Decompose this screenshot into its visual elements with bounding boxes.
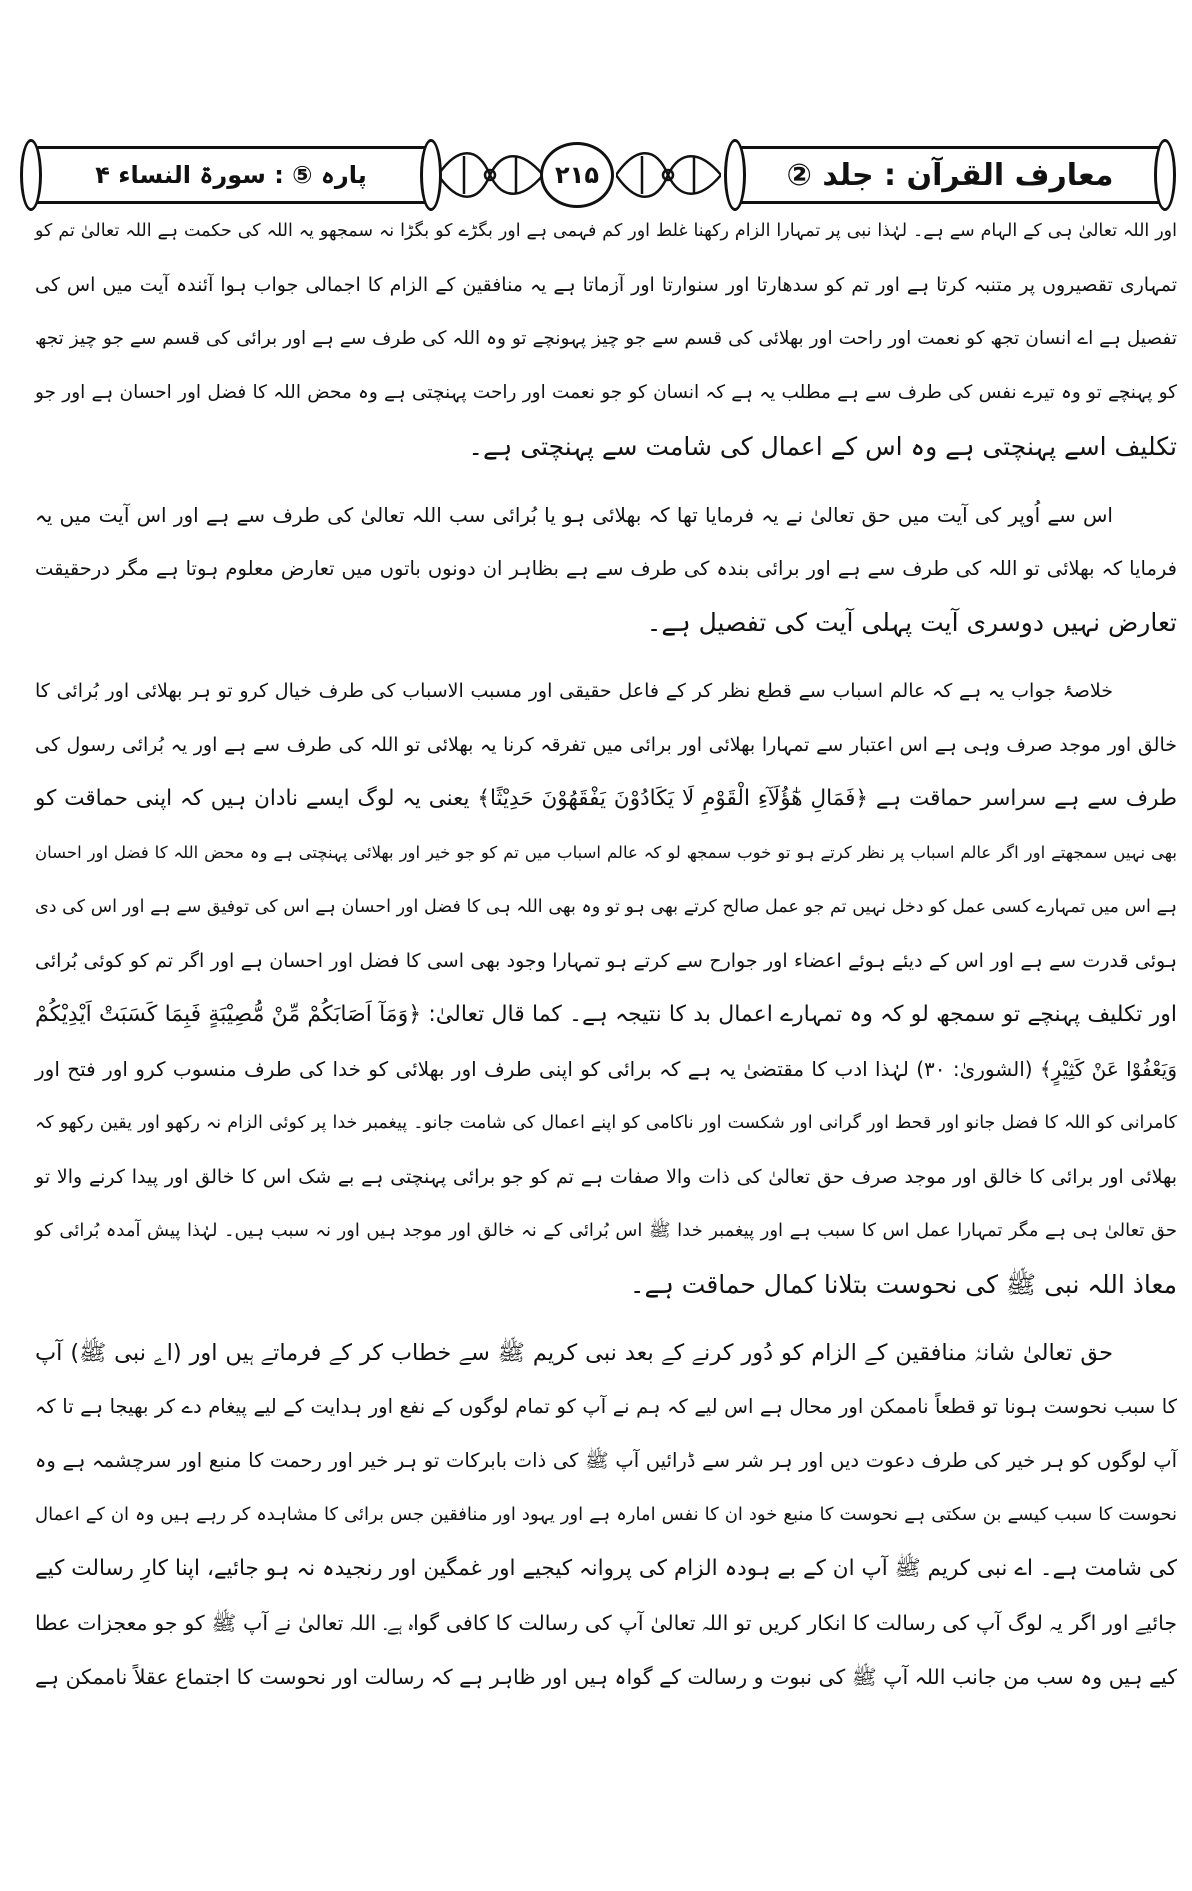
page-number: ۲۱۵ xyxy=(555,161,599,189)
header-section-frame xyxy=(36,146,426,204)
text-line: آپ لوگوں کو ہر خیر کی طرف دعوت دیں اور ہر شر سے ڈرائیں آپ ﷺ کی ذات بابرکات تو ہر خیر اور رحمت کا منبع اور سرچشمہ ہے وہ xyxy=(35,1449,1177,1472)
paragraph xyxy=(35,488,1177,650)
text-line: بھلائی اور برائی کا خالق اور موجد صرف حق تعالیٰ کی ذات والا صفات ہے تم کو جو برائی پہنچتی ہے بے شک اس کا خالق اور پیدا کرنے والا تو xyxy=(35,1166,1177,1188)
page-number-medallion xyxy=(540,142,614,208)
text-line: تمہاری تقصیروں پر متنبہ کرتا ہے اور تم کو سدھارتا اور سنوارتا اور آزماتا ہے یہ منافقین کے الزام کا اجمالی جواب ہوا آئندہ آیت میں اس کی xyxy=(35,274,1177,296)
book-title: معارف القرآن : جلد ② xyxy=(786,157,1114,193)
header-ornament-left xyxy=(438,146,543,204)
text-line: بھی نہیں سمجھتے اور اگر عالم اسباب پر نظر کرتے ہو تو خوب سمجھ لو کہ عالم اسباب میں تم کو جو خیر اور بھلائی پہنچتی ہے وہ محض اللہ کا فضل اور احسان xyxy=(35,843,1177,862)
text-line: حق تعالیٰ شانہٗ منافقین کے الزام کو دُور کرنے کے بعد نبی کریم ﷺ سے خطاب کر کے فرماتے ہیں اور (اے نبی ﷺ) آپ xyxy=(35,1340,1113,1366)
text-line: خلاصۂ جواب یہ ہے کہ عالم اسباب سے قطع نظر کر کے فاعل حقیقی اور مسبب الاسباب کی طرف خیال کرو تو ہر بھلائی اور بُرائی کا xyxy=(35,680,1113,702)
text-line: اور تکلیف پہنچے تو سمجھ لو کہ وہ تمہارے اعمال بد کا نتیجہ ہے۔ کما قال تعالیٰ: ﴿وَمَآ اَصَابَكُمْ مِّنْ مُّصِيْبَةٍ فَبِمَا كَسَبَتْ اَيْدِيْكُمْ xyxy=(35,1002,1177,1027)
text-line: حق تعالیٰ ہی ہے مگر تمہارا عمل اس کا سبب ہے اور پیغمبر خدا ﷺ اس بُرائی کے نہ خالق اور موجد ہیں اور نہ سبب ہیں۔ لہٰذا پیش آمدہ بُرائی کو xyxy=(35,1220,1177,1241)
text-line: نحوست کا سبب کیسے بن سکتی ہے نحوست کا منبع خود ان کا نفس امارہ ہے اور یہود اور منافقین جس برائی کا مشاہدہ کر رہے ہیں وہ ان کے اعمال xyxy=(35,1504,1177,1525)
text-line: تکلیف اسے پہنچتی ہے وہ اس کے اعمال کی شامت سے پہنچتی ہے۔ xyxy=(468,432,1177,461)
page-body-text xyxy=(35,204,1177,1718)
section-title: پارہ ⑤ : سورۃ النساء ۴ xyxy=(95,161,367,189)
text-line: کامرانی کو اللہ کا فضل جانو اور قحط اور گرانی اور شکست اور ناکامی کو اپنے اعمال کی شامت جانو۔ پیغمبر خدا پر کوئی الزام نہ رکھو اور یقین رکھو کہ xyxy=(35,1113,1177,1133)
text-line: جائیے اور اگر یہ لوگ آپ کی رسالت کا انکار کریں تو اللہ تعالیٰ آپ کی رسالت کا کافی گواہ ہے۔ اللہ تعالیٰ نے آپ ﷺ کو جو معجزات عطا xyxy=(35,1611,1177,1635)
text-line: اس سے اُوپر کی آیت میں حق تعالیٰ نے یہ فرمایا تھا کہ بھلائی ہو یا بُرائی سب اللہ تعالیٰ کی طرف سے ہے اور اس آیت میں یہ xyxy=(35,503,1113,527)
text-line: اور اللہ تعالیٰ ہی کے الہام سے ہے۔ لہٰذا نبی پر تمہارا الزام رکھنا غلط اور کم فہمی ہے اور بگڑے کو بگڑا نہ سمجھو یہ اللہ کی حکمت ہے اللہ تعالیٰ تم کو xyxy=(35,221,1177,241)
paragraph xyxy=(35,204,1177,474)
text-line: ہوئی قدرت سے ہے اور اس کے دیئے ہوئے اعضاء اور جوارح سے کرتے ہو تمہارا وجود بھی اسی کا فضل اور احسان ہے اور اگر تم کو کوئی بُرائی xyxy=(35,950,1177,972)
text-line: کی شامت ہے۔ اے نبی کریم ﷺ آپ ان کے بے ہودہ الزام کی پروانہ کیجیے اور غمگین اور رنجیدہ نہ ہو جائیے، اپنا کارِ رسالت کیے xyxy=(35,1556,1177,1581)
text-line: کیے ہیں وہ سب من جانب اللہ آپ ﷺ کی نبوت و رسالت کے گواہ ہیں اور ظاہر ہے کہ رسالت اور نحوست کا اجتماع عقلاً ناممکن ہے xyxy=(35,1665,1177,1689)
text-line: کو پہنچے تو وہ تیرے نفس کی طرف سے ہے مطلب یہ ہے کہ انسان کو جو نعمت اور راحت پہنچتی ہے وہ محض اللہ کا فضل اور احسان ہے اور جو xyxy=(35,382,1177,403)
text-line: خالق اور موجد صرف وہی ہے اس اعتبار سے تمہارا بھلائی اور برائی میں تفرقہ کرنا یہ بھلائی تو اللہ کی طرف سے ہے اور یہ بُرائی رسول کی xyxy=(35,734,1177,756)
paragraph xyxy=(35,664,1177,1312)
text-line: فرمایا کہ بھلائی تو اللہ کی طرف سے ہے اور برائی بندہ کی طرف سے ہے بظاہر ان دونوں باتوں میں تعارض معلوم ہوتا ہے مگر درحقیقت xyxy=(35,557,1177,580)
text-line: ہے اس میں تمہارے کسی عمل کو دخل نہیں تم جو عمل صالح کرتے بھی ہو تو وہ بھی اللہ ہی کا فضل اور احسان ہے اس کی توفیق سے ہے اور اس کی دی xyxy=(35,897,1177,917)
text-line: معاذ اللہ نبی ﷺ کی نحوست بتلانا کمال حماقت ہے۔ xyxy=(629,1270,1177,1299)
text-line: طرف سے ہے سراسر حماقت ہے ﴿فَمَالِ هٰٓؤُلَآءِ الْقَوْمِ لَا يَكَادُوْنَ يَفْقَهُوْنَ حَدِيْثًا﴾ یعنی یہ لوگ ایسے نادان ہیں کہ اپنی حماقت کو xyxy=(35,786,1177,811)
text-line: تعارض نہیں دوسری آیت پہلی آیت کی تفصیل ہے۔ xyxy=(646,608,1177,637)
paragraph xyxy=(35,1326,1177,1704)
header-ornament-right xyxy=(616,146,721,204)
text-line: وَيَعْفُوْا عَنْ كَثِيْرٍ﴾ (الشوریٰ: ۳۰) لہٰذا ادب کا مقتضیٰ یہ ہے کہ برائی کو اپنی طرف اور بھلائی کو خدا کی طرف منسوب کرو اور فتح اور xyxy=(35,1057,1177,1081)
text-line: کا سبب نحوست ہونا تو قطعاً ناممکن اور محال ہے اس لیے کہ ہم نے آپ کو تمام لوگوں کے نفع اور ہدایت کے لیے پیغام دے کر بھیجا ہے تا کہ xyxy=(35,1395,1177,1418)
text-line: تفصیل ہے اے انسان تجھ کو نعمت اور راحت اور بھلائی کی قسم سے جو چیز پہونچے تو وہ اللہ کی طرف سے ہے اور برائی کی قسم سے جو چیز تجھ xyxy=(35,328,1177,349)
header-book-title-frame xyxy=(740,146,1160,204)
